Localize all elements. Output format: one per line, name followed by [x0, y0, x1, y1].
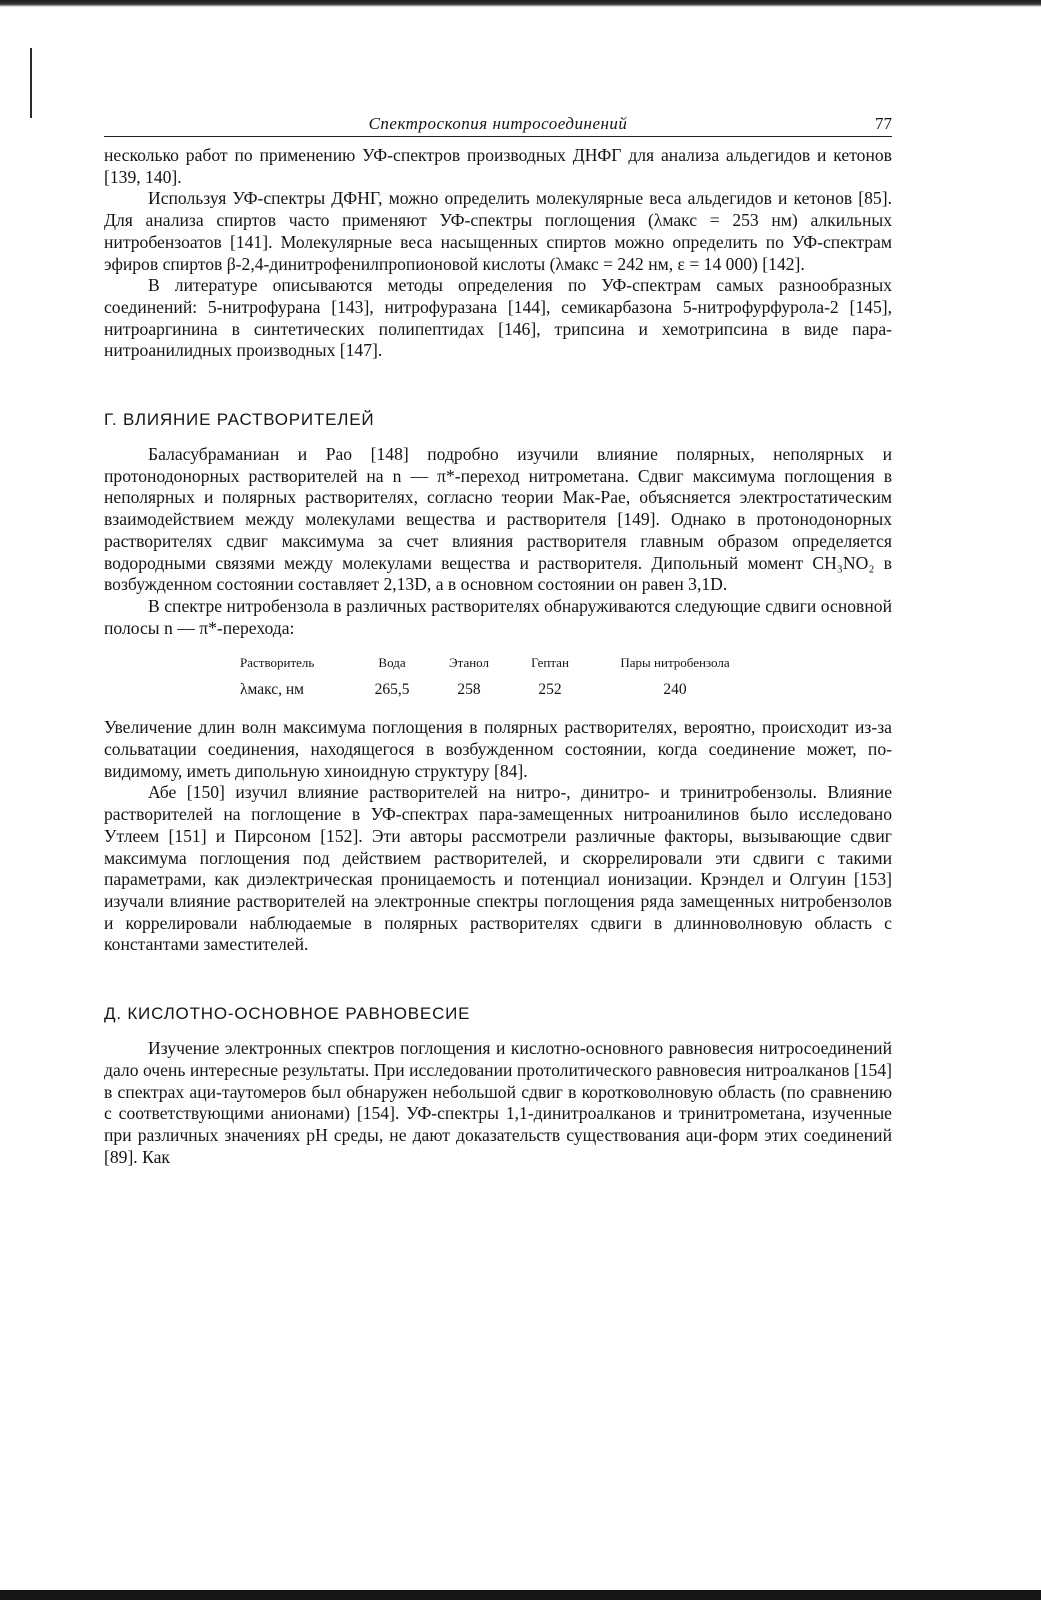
running-header — [104, 112, 892, 137]
table-header-cell: Растворитель — [240, 655, 315, 671]
paragraph: В литературе описываются методы определения по УФ-спектрам самых разнообразных соединений: 5-нитрофурана [143], нитрофуразана [144], семикарбазона 5-нитрофурфурола-2 [145], нитроаргинина в синтетических полипептидах [146], трипсина и хемотрипсина в виде пара-нитроанилидных производных [147]. — [104, 275, 892, 361]
table-cell: 240 — [663, 681, 687, 699]
paragraph: Абе [150] изучил влияние растворителей на нитро-, динитро- и тринитробензолы. Влияние растворителей на поглощение в УФ-спектрах пара-замещенных нитроанилинов было исследовано Утлеем [151] и Пирсоном [152]. Эти авторы рассмотрели различные факторы, вызывающие сдвиг максимума поглощения под действием растворителей, и скоррелировали эти сдвиги с такими параметрами, как диэлектрическая проницаемость и потенциал ионизации. Крэндел и Олгуин [153] изучали влияние растворителей на электронные спектры поглощения ряда замещенных нитробензолов и коррелировали наблюдаемые в полярных растворителях сдвиги в длинноволновую область с константами заместителей. — [104, 782, 892, 955]
running-title: Спектроскопия нитросоединений — [368, 114, 628, 133]
table-header-row — [240, 653, 760, 673]
margin-mark — [30, 48, 32, 118]
paragraph: Используя УФ-спектры ДФНГ, можно определить молекулярные веса альдегидов и кетонов [85]. Для анализа спиртов часто применяют УФ-спектры поглощения (λмакс = 253 нм) алкильных нитробензоатов [141]. Молекулярные веса насыщенных спиртов можно определить по УФ-спектрам эфиров спиртов β-2,4-динитрофенилпропионовой кислоты (λмакс = 242 нм, ε = 14 000) [142]. — [104, 188, 892, 274]
page-number: 77 — [875, 114, 892, 133]
table-cell: λмакс, нм — [240, 681, 304, 699]
scan-edge-bottom — [0, 1590, 1041, 1600]
paragraph: Увеличение длин волн максимума поглощения в полярных растворителях, вероятно, происходит из-за сольватации соединения, находящегося в возбужденном состоянии, когда соединение может, по-видимому, иметь дипольную хиноидную структуру [84]. — [104, 717, 892, 781]
paragraph: Изучение электронных спектров поглощения и кислотно-основного равновесия нитросоединений дало очень интересные результаты. При исследовании протолитического равновесия нитроалканов [154] в спектрах аци-таутомеров был обнаружен небольшой сдвиг в коротковолновую область (по сравнению с соответствующими анионами) [154]. УФ-спектры 1,1-динитроалканов и тринитрометана, изученные при различных значениях pH среды, не дают доказательств существования аци-форм этих соединений [89]. Как — [104, 1038, 892, 1167]
solvent-shift-table — [240, 653, 760, 701]
paragraph: В спектре нитробензола в различных растворителях обнаруживаются следующие сдвиги основной полосы n — π*-перехода: — [104, 595, 892, 638]
book-page — [104, 112, 892, 1168]
section-heading: Д. КИСЛОТНО-ОСНОВНОЕ РАВНОВЕСИЕ — [104, 1004, 471, 1024]
table-header-cell: Этанол — [449, 655, 489, 671]
table-header-cell: Вода — [378, 655, 406, 671]
table-cell: 265,5 — [374, 681, 410, 699]
page-content — [104, 145, 892, 1168]
table-header-cell: Гептан — [531, 655, 569, 671]
table-row — [240, 673, 760, 701]
scan-edge-top — [0, 0, 1041, 7]
paragraph: несколько работ по применению УФ-спектров производных ДНФГ для анализа альдегидов и кетонов [139, 140]. — [104, 145, 892, 187]
section-heading: Г. ВЛИЯНИЕ РАСТВОРИТЕЛЕЙ — [104, 410, 375, 430]
table-cell: 252 — [538, 681, 562, 699]
paragraph: Баласубраманиан и Рао [148] подробно изучили влияние полярных, неполярных и протонодонорных растворителей на n — π*-переход нитрометана. Сдвиг максимума поглощения в неполярных и полярных растворителях, согласно теории Мак-Рае, объясняется электростатическим взаимодействием между молекулами вещества и растворителя [149]. Однако в протонодонорных растворителях сдвиг максимума за счет влияния растворителя главным образом определяется водородными связями между молекулами вещества и растворителя. Дипольный момент CH₃NO₂ в возбужденном состоянии составляет 2,13D, а в основном состоянии он равен 3,1D. — [104, 444, 892, 595]
table-cell: 258 — [457, 681, 481, 699]
table-header-cell: Пары нитробензола — [620, 655, 730, 671]
